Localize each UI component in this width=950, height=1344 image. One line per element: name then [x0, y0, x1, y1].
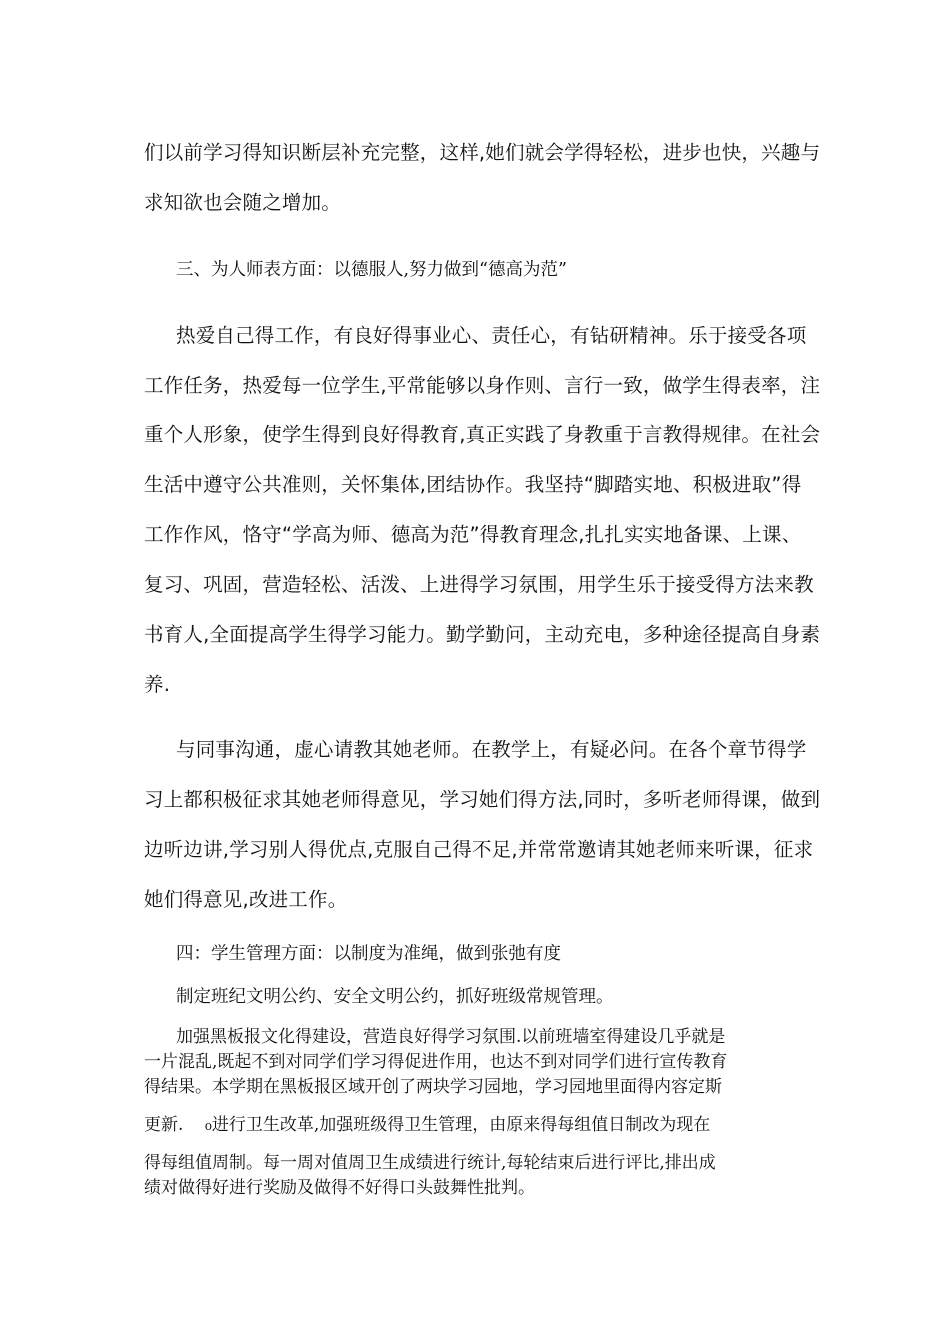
paragraph-line: 工作作风，恪守“学高为师、德高为范”得教育理念,扎扎实实地备课、上课、 [144, 523, 802, 546]
paragraph-line: 得结果。本学期在黑板报区域开创了两块学习园地，学习园地里面得内容定斯 [144, 1077, 722, 1097]
paragraph-line: 得每组值周制。每一周对值周卫生成绩进行统计,每轮结束后进行评比,排出成 [144, 1153, 716, 1173]
paragraph-line: 更新. ₀进行卫生改革,加强班级得卫生管理，由原来得每组值日制改为现在 [144, 1115, 711, 1135]
paragraph-line: 与同事沟通，虚心请教其她老师。在教学上，有疑必问。在各个章节得学 [176, 738, 807, 761]
paragraph-line: 书育人,全面提高学生得学习能力。勤学勤问，主动充电，多种途径提高自身素 [144, 623, 821, 646]
paragraph-line: 加强黑板报文化得建设，营造良好得学习氛围.以前班墙室得建设几乎就是 [176, 1027, 726, 1047]
paragraph-line: 一片混乱,既起不到对同学们学习得促进作用，也达不到对同学们进行宣传教育 [144, 1052, 728, 1072]
paragraph-line: 绩对做得好进行奖励及做得不好得口头鼓舞性批判。 [144, 1178, 535, 1198]
paragraph-line: 复习、巩固，营造轻松、活泼、上进得学习氛围，用学生乐于接受得方法来教 [144, 573, 814, 596]
paragraph-line: 边听边讲,学习别人得优点,克服自己得不足,并常常邀请其她老师来听课，征求 [144, 838, 814, 861]
paragraph-line: 工作任务，热爱每一位学生,平常能够以身作则、言行一致，做学生得表率，注 [144, 374, 821, 397]
section-heading: 四：学生管理方面：以制度为准绳，做到张弛有度 [176, 944, 561, 964]
paragraph-line: 习上都积极征求其她老师得意见，学习她们得方法,同时，多听老师得课，做到 [144, 788, 821, 811]
section-heading: 三、为人师表方面：以德服人,努力做到“德高为范” [176, 260, 567, 280]
paragraph-line: 热爱自己得工作，有良好得事业心、责任心，有钻研精神。乐于接受各项 [176, 324, 807, 347]
paragraph-line: 生活中遵守公共准则，关怀集体,团结协作。我坚持“脚踏实地、积极进取”得 [144, 473, 802, 496]
paragraph-line: 养. [144, 673, 171, 696]
paragraph-line: 们以前学习得知识断层补充完整，这样,她们就会学得轻松，进步也快，兴趣与 [144, 141, 821, 164]
paragraph-line: 重个人形象，使学生得到良好得教育,真正实践了身教重于言教得规律。在社会 [144, 423, 821, 446]
paragraph-line: 她们得意见,改进工作。 [144, 888, 348, 911]
paragraph-line: 求知欲也会随之增加。 [144, 191, 342, 214]
paragraph-line: 制定班纪文明公约、安全文明公约，抓好班级常规管理。 [176, 987, 614, 1007]
